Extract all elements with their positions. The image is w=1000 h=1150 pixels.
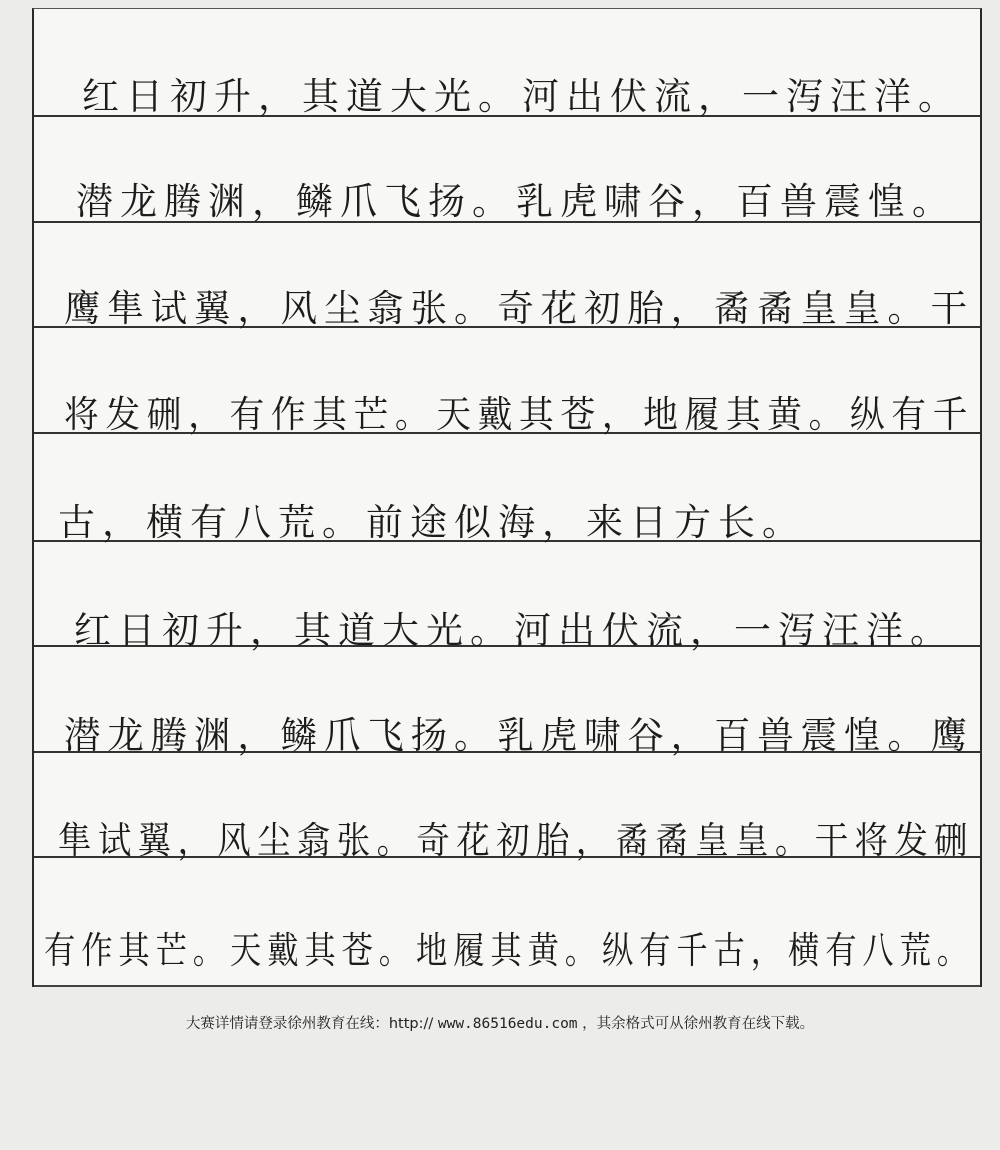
footer-url-link[interactable]: www.86516edu.com [437,1016,578,1032]
footer-notice [0,1012,1000,1033]
handwriting-line-6: 红日初升，其道大光。河出伏流，一泻汪洋。 [74,609,954,652]
footer-suffix: ，其余格式可从徐州教育在线下载。 [577,1016,815,1032]
handwriting-line-3: 鹰隼试翼，风尘翕张。奇花初胎，矞矞皇皇。干 [64,287,974,330]
handwriting-line-4: 将发硎，有作其芒。天戴其苍，地履其黄。纵有千 [64,393,974,436]
sheet-bottom-edge [34,985,980,987]
handwriting-line-1: 红日初升，其道大光。河出伏流，一泻汪洋。 [82,75,962,118]
handwriting-line-2: 潜龙腾渊，鳞爪飞扬。乳虎啸谷，百兽震惶。 [76,180,956,223]
handwriting-line-5: 古，横有八荒。前途似海，来日方长。 [58,501,806,544]
writing-sheet [32,8,982,987]
handwriting-line-8: 隼试翼，风尘翕张。奇花初胎，矞矞皇皇。干将发硎 [58,819,974,862]
handwriting-line-7: 潜龙腾渊，鳞爪飞扬。乳虎啸谷，百兽震惶。鹰 [64,714,974,757]
handwriting-line-9: 有作其芒。天戴其苍。地履其黄。纵有千古，横有八荒。 [44,929,975,972]
footer-prefix: 大赛详情请登录徐州教育在线：http:// [185,1016,438,1032]
